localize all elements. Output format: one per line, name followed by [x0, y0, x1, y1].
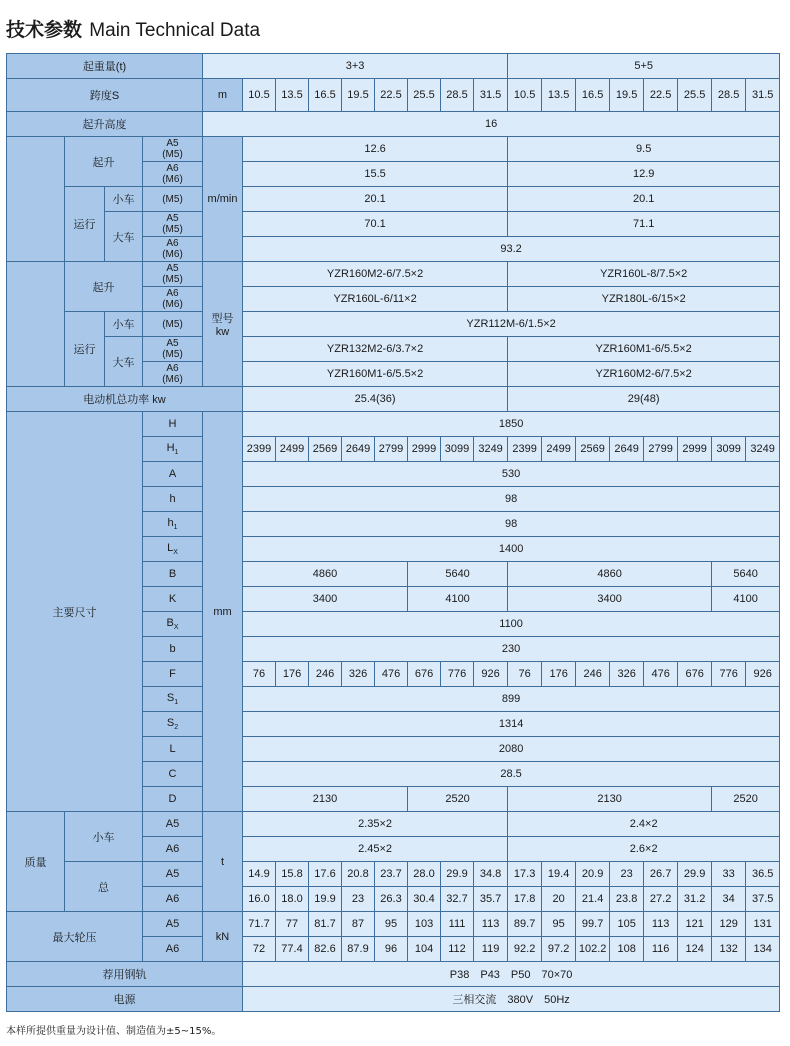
mass-value: 19.9 — [309, 887, 342, 912]
row-wheel-a5 — [7, 912, 780, 937]
wheel-label: 最大轮压 — [7, 912, 143, 962]
mass-value: 23.7 — [375, 862, 408, 887]
dim-symbol: H — [143, 412, 203, 437]
wheel-value: 113 — [644, 912, 678, 937]
mass-value: 28.0 — [408, 862, 441, 887]
power-label: 电源 — [7, 987, 243, 1012]
wheel-value: 132 — [712, 937, 746, 962]
dims-unit: mm — [203, 412, 243, 812]
dim-value: 98 — [243, 487, 780, 512]
speed-group — [7, 137, 65, 262]
dim-value: 2130 — [508, 787, 712, 812]
motor-value: YZR112M-6/1.5×2 — [243, 312, 780, 337]
row-power — [7, 987, 780, 1012]
symbol-subscript: 2 — [174, 724, 179, 732]
wheel-value: 134 — [746, 937, 780, 962]
footnote: 本样所提供重量为设计值、制造值为±5~15%。 — [6, 1026, 222, 1037]
speed-travel-label: 运行 — [65, 187, 105, 262]
wheel-value: 108 — [610, 937, 644, 962]
span-value: 13.5 — [542, 79, 576, 112]
span-value: 25.5 — [408, 79, 441, 112]
mass-value: 32.7 — [441, 887, 474, 912]
dim-value: 1850 — [243, 412, 780, 437]
dim-value: 926 — [746, 662, 780, 687]
class-a6: A6 (M6) — [143, 287, 203, 312]
dim-symbol: D — [143, 787, 203, 812]
mass-value: 30.4 — [408, 887, 441, 912]
wheel-value: 112 — [441, 937, 474, 962]
wheel-value: 119 — [474, 937, 508, 962]
total-power-value: 29(48) — [508, 387, 780, 412]
dim-value: 2499 — [542, 437, 576, 462]
symbol-subscript: 1 — [174, 449, 179, 457]
span-unit: m — [203, 79, 243, 112]
dim-value: 76 — [243, 662, 276, 687]
dims-label: 主要尺寸 — [7, 412, 143, 812]
mass-label: 质量 — [7, 812, 65, 912]
mass-value: 23 — [342, 887, 375, 912]
dim-value: 476 — [644, 662, 678, 687]
rail-value: P38 P43 P50 70×70 — [243, 962, 780, 987]
mass-value: 29.9 — [441, 862, 474, 887]
span-value: 31.5 — [746, 79, 780, 112]
wheel-value: 129 — [712, 912, 746, 937]
span-value: 16.5 — [309, 79, 342, 112]
speed-value: 12.9 — [508, 162, 780, 187]
span-label: 跨度S — [7, 79, 203, 112]
dim-value: 2649 — [342, 437, 375, 462]
class-a5: A5 — [143, 812, 203, 837]
mass-value: 34.8 — [474, 862, 508, 887]
mass-value: 18.0 — [276, 887, 309, 912]
mass-value: 26.3 — [375, 887, 408, 912]
mass-value: 23.8 — [610, 887, 644, 912]
wheel-value: 111 — [441, 912, 474, 937]
motor-group — [7, 262, 65, 387]
dim-symbol — [143, 537, 203, 562]
dim-value: 176 — [542, 662, 576, 687]
wheel-value: 102.2 — [576, 937, 610, 962]
dim-symbol: h — [143, 487, 203, 512]
dim-value: 2520 — [408, 787, 508, 812]
motor-hoist-label: 起升 — [65, 262, 143, 312]
symbol: h — [167, 516, 174, 529]
wheel-value: 131 — [746, 912, 780, 937]
row-dim-H — [7, 412, 780, 437]
symbol-subscript: 1 — [174, 699, 179, 707]
class-a5: A5 — [143, 862, 203, 887]
mass-value: 26.7 — [644, 862, 678, 887]
wheel-value: 71.7 — [243, 912, 276, 937]
mass-value: 34 — [712, 887, 746, 912]
dim-symbol: K — [143, 587, 203, 612]
motor-travel-label: 运行 — [65, 312, 105, 387]
dim-value: 2399 — [243, 437, 276, 462]
dim-value: 2569 — [309, 437, 342, 462]
mass-value: 2.6×2 — [508, 837, 780, 862]
dim-value: 326 — [342, 662, 375, 687]
dim-value: 1314 — [243, 712, 780, 737]
row-span — [7, 79, 780, 112]
dim-symbol — [143, 512, 203, 537]
class-a5: A5 (M5) — [143, 262, 203, 287]
symbol-subscript: X — [173, 549, 178, 557]
class-a5: A5 — [143, 912, 203, 937]
span-value: 28.5 — [712, 79, 746, 112]
wheel-value: 81.7 — [309, 912, 342, 937]
dim-value: 676 — [678, 662, 712, 687]
dim-symbol — [143, 437, 203, 462]
dim-value: 246 — [576, 662, 610, 687]
mass-value: 33 — [712, 862, 746, 887]
dim-value: 2520 — [712, 787, 780, 812]
mass-value: 29.9 — [678, 862, 712, 887]
mass-value: 36.5 — [746, 862, 780, 887]
dim-symbol: L — [143, 737, 203, 762]
dim-value: 76 — [508, 662, 542, 687]
mass-total-label: 总 — [65, 862, 143, 912]
span-value: 31.5 — [474, 79, 508, 112]
dim-symbol: b — [143, 637, 203, 662]
dim-value: 2130 — [243, 787, 408, 812]
row-speed-hoist-a5 — [7, 137, 780, 162]
mass-value: 2.45×2 — [243, 837, 508, 862]
dim-value: 5640 — [712, 562, 780, 587]
speed-value: 12.6 — [243, 137, 508, 162]
speed-hoist-label: 起升 — [65, 137, 143, 187]
dim-value: 3400 — [508, 587, 712, 612]
wheel-value: 99.7 — [576, 912, 610, 937]
wheel-value: 95 — [542, 912, 576, 937]
dim-symbol: A — [143, 462, 203, 487]
title-cn: 技术参数 — [6, 19, 83, 41]
mass-value: 37.5 — [746, 887, 780, 912]
dim-value: 926 — [474, 662, 508, 687]
dim-value: 98 — [243, 512, 780, 537]
speed-value: 9.5 — [508, 137, 780, 162]
row-speed-crane-a5 — [7, 212, 780, 237]
span-value: 19.5 — [342, 79, 375, 112]
dim-symbol — [143, 687, 203, 712]
total-power-label: 电动机总功率 kw — [7, 387, 243, 412]
row-mass-total-a5 — [7, 862, 780, 887]
dim-value: 2799 — [375, 437, 408, 462]
lift-height-value: 16 — [203, 112, 780, 137]
mass-value: 31.2 — [678, 887, 712, 912]
motor-value: YZR160L-8/7.5×2 — [508, 262, 780, 287]
symbol: S — [166, 691, 175, 704]
motor-value: YZR180L-6/15×2 — [508, 287, 780, 312]
dim-value: 176 — [276, 662, 309, 687]
mass-value: 27.2 — [644, 887, 678, 912]
capacity-value: 5+5 — [508, 54, 780, 79]
dim-symbol — [143, 712, 203, 737]
speed-value: 15.5 — [243, 162, 508, 187]
symbol: L — [167, 541, 174, 554]
power-value: 三相交流 380V 50Hz — [243, 987, 780, 1012]
row-speed-trolley — [7, 187, 780, 212]
row-motor-hoist-a5 — [7, 262, 780, 287]
row-motor-crane-a5 — [7, 337, 780, 362]
row-lift-height — [7, 112, 780, 137]
class-a6: A6 — [143, 887, 203, 912]
mass-value: 35.7 — [474, 887, 508, 912]
symbol: H — [166, 441, 175, 454]
mass-value: 20 — [542, 887, 576, 912]
motor-value: YZR160M1-6/5.5×2 — [508, 337, 780, 362]
motor-value: YZR160M2-6/7.5×2 — [243, 262, 508, 287]
wheel-value: 77.4 — [276, 937, 309, 962]
motor-trolley-label: 小车 — [105, 312, 143, 337]
motor-value: YZR160M1-6/5.5×2 — [243, 362, 508, 387]
wheel-value: 96 — [375, 937, 408, 962]
motor-value: YZR160M2-6/7.5×2 — [508, 362, 780, 387]
class-a5: A5 (M5) — [143, 337, 203, 362]
span-value: 10.5 — [243, 79, 276, 112]
wheel-value: 92.2 — [508, 937, 542, 962]
span-value: 16.5 — [576, 79, 610, 112]
dim-value: 899 — [243, 687, 780, 712]
row-mass-trolley-a5 — [7, 812, 780, 837]
speed-value: 93.2 — [243, 237, 780, 262]
speed-value: 71.1 — [508, 212, 780, 237]
dim-value: 2799 — [644, 437, 678, 462]
symbol-subscript: 1 — [173, 524, 178, 532]
class-m5: (M5) — [143, 187, 203, 212]
dim-value: 4860 — [243, 562, 408, 587]
wheel-value: 105 — [610, 912, 644, 937]
mass-value: 17.8 — [508, 887, 542, 912]
span-value: 28.5 — [441, 79, 474, 112]
mass-value: 14.9 — [243, 862, 276, 887]
capacity-label: 起重量(t) — [7, 54, 203, 79]
span-value: 13.5 — [276, 79, 309, 112]
wheel-unit: kN — [203, 912, 243, 962]
total-power-value: 25.4(36) — [243, 387, 508, 412]
wheel-value: 124 — [678, 937, 712, 962]
mass-value: 15.8 — [276, 862, 309, 887]
row-rail — [7, 962, 780, 987]
dim-value: 3099 — [441, 437, 474, 462]
dim-value: 4100 — [712, 587, 780, 612]
dim-symbol — [143, 612, 203, 637]
motor-value: YZR160L-6/11×2 — [243, 287, 508, 312]
dim-value: 246 — [309, 662, 342, 687]
speed-unit: m/min — [203, 137, 243, 262]
dim-value: 676 — [408, 662, 441, 687]
dim-value: 2569 — [576, 437, 610, 462]
dim-value: 1400 — [243, 537, 780, 562]
span-value: 22.5 — [644, 79, 678, 112]
symbol-subscript: X — [173, 624, 179, 632]
speed-value: 20.1 — [243, 187, 508, 212]
motor-unit: 型号 kw — [203, 262, 243, 387]
page-title — [6, 18, 260, 43]
capacity-value: 3+3 — [203, 54, 508, 79]
mass-value: 17.3 — [508, 862, 542, 887]
mass-unit: t — [203, 812, 243, 912]
dim-value: 3400 — [243, 587, 408, 612]
speed-trolley-label: 小车 — [105, 187, 143, 212]
dim-value: 776 — [712, 662, 746, 687]
symbol: S — [166, 716, 175, 729]
dim-value: 476 — [375, 662, 408, 687]
wheel-value: 87 — [342, 912, 375, 937]
dim-value: 2080 — [243, 737, 780, 762]
row-total-power — [7, 387, 780, 412]
span-value: 25.5 — [678, 79, 712, 112]
mass-value: 23 — [610, 862, 644, 887]
dim-value: 530 — [243, 462, 780, 487]
wheel-value: 87.9 — [342, 937, 375, 962]
class-a6: A6 (M6) — [143, 362, 203, 387]
wheel-value: 77 — [276, 912, 309, 937]
row-motor-trolley — [7, 312, 780, 337]
wheel-value: 97.2 — [542, 937, 576, 962]
motor-value: YZR132M2-6/3.7×2 — [243, 337, 508, 362]
wheel-value: 72 — [243, 937, 276, 962]
dim-value: 4860 — [508, 562, 712, 587]
dim-symbol: B — [143, 562, 203, 587]
mass-trolley-label: 小车 — [65, 812, 143, 862]
span-value: 10.5 — [508, 79, 542, 112]
dim-value: 2999 — [408, 437, 441, 462]
dim-symbol: F — [143, 662, 203, 687]
mass-value: 2.35×2 — [243, 812, 508, 837]
motor-crane-label: 大车 — [105, 337, 143, 387]
class-a6: A6 (M6) — [143, 237, 203, 262]
mass-value: 20.8 — [342, 862, 375, 887]
wheel-value: 121 — [678, 912, 712, 937]
span-value: 19.5 — [610, 79, 644, 112]
speed-crane-label: 大车 — [105, 212, 143, 262]
class-a6: A6 — [143, 937, 203, 962]
class-a5: A5 (M5) — [143, 212, 203, 237]
dim-value: 28.5 — [243, 762, 780, 787]
wheel-value: 95 — [375, 912, 408, 937]
lift-height-label: 起升高度 — [7, 112, 203, 137]
technical-data-table — [6, 53, 780, 1012]
dim-value: 776 — [441, 662, 474, 687]
class-m5: (M5) — [143, 312, 203, 337]
wheel-value: 103 — [408, 912, 441, 937]
dim-value: 4100 — [408, 587, 508, 612]
wheel-value: 82.6 — [309, 937, 342, 962]
span-value: 22.5 — [375, 79, 408, 112]
wheel-value: 113 — [474, 912, 508, 937]
dim-value: 2999 — [678, 437, 712, 462]
symbol: B — [166, 616, 174, 629]
dim-symbol: C — [143, 762, 203, 787]
mass-value: 17.6 — [309, 862, 342, 887]
row-capacity — [7, 54, 780, 79]
dim-value: 2399 — [508, 437, 542, 462]
class-a5: A5 (M5) — [143, 137, 203, 162]
mass-value: 16.0 — [243, 887, 276, 912]
speed-value: 20.1 — [508, 187, 780, 212]
dim-value: 5640 — [408, 562, 508, 587]
dim-value: 2499 — [276, 437, 309, 462]
mass-value: 2.4×2 — [508, 812, 780, 837]
wheel-value: 104 — [408, 937, 441, 962]
mass-value: 21.4 — [576, 887, 610, 912]
wheel-value: 89.7 — [508, 912, 542, 937]
class-a6: A6 (M6) — [143, 162, 203, 187]
dim-value: 326 — [610, 662, 644, 687]
class-a6: A6 — [143, 837, 203, 862]
mass-value: 19.4 — [542, 862, 576, 887]
dim-value: 3249 — [746, 437, 780, 462]
mass-value: 20.9 — [576, 862, 610, 887]
dim-value: 3099 — [712, 437, 746, 462]
speed-value: 70.1 — [243, 212, 508, 237]
dim-value: 2649 — [610, 437, 644, 462]
dim-value: 3249 — [474, 437, 508, 462]
dim-value: 1100 — [243, 612, 780, 637]
rail-label: 荐用钢轨 — [7, 962, 243, 987]
wheel-value: 116 — [644, 937, 678, 962]
dim-value: 230 — [243, 637, 780, 662]
title-en: Main Technical Data — [89, 20, 261, 41]
